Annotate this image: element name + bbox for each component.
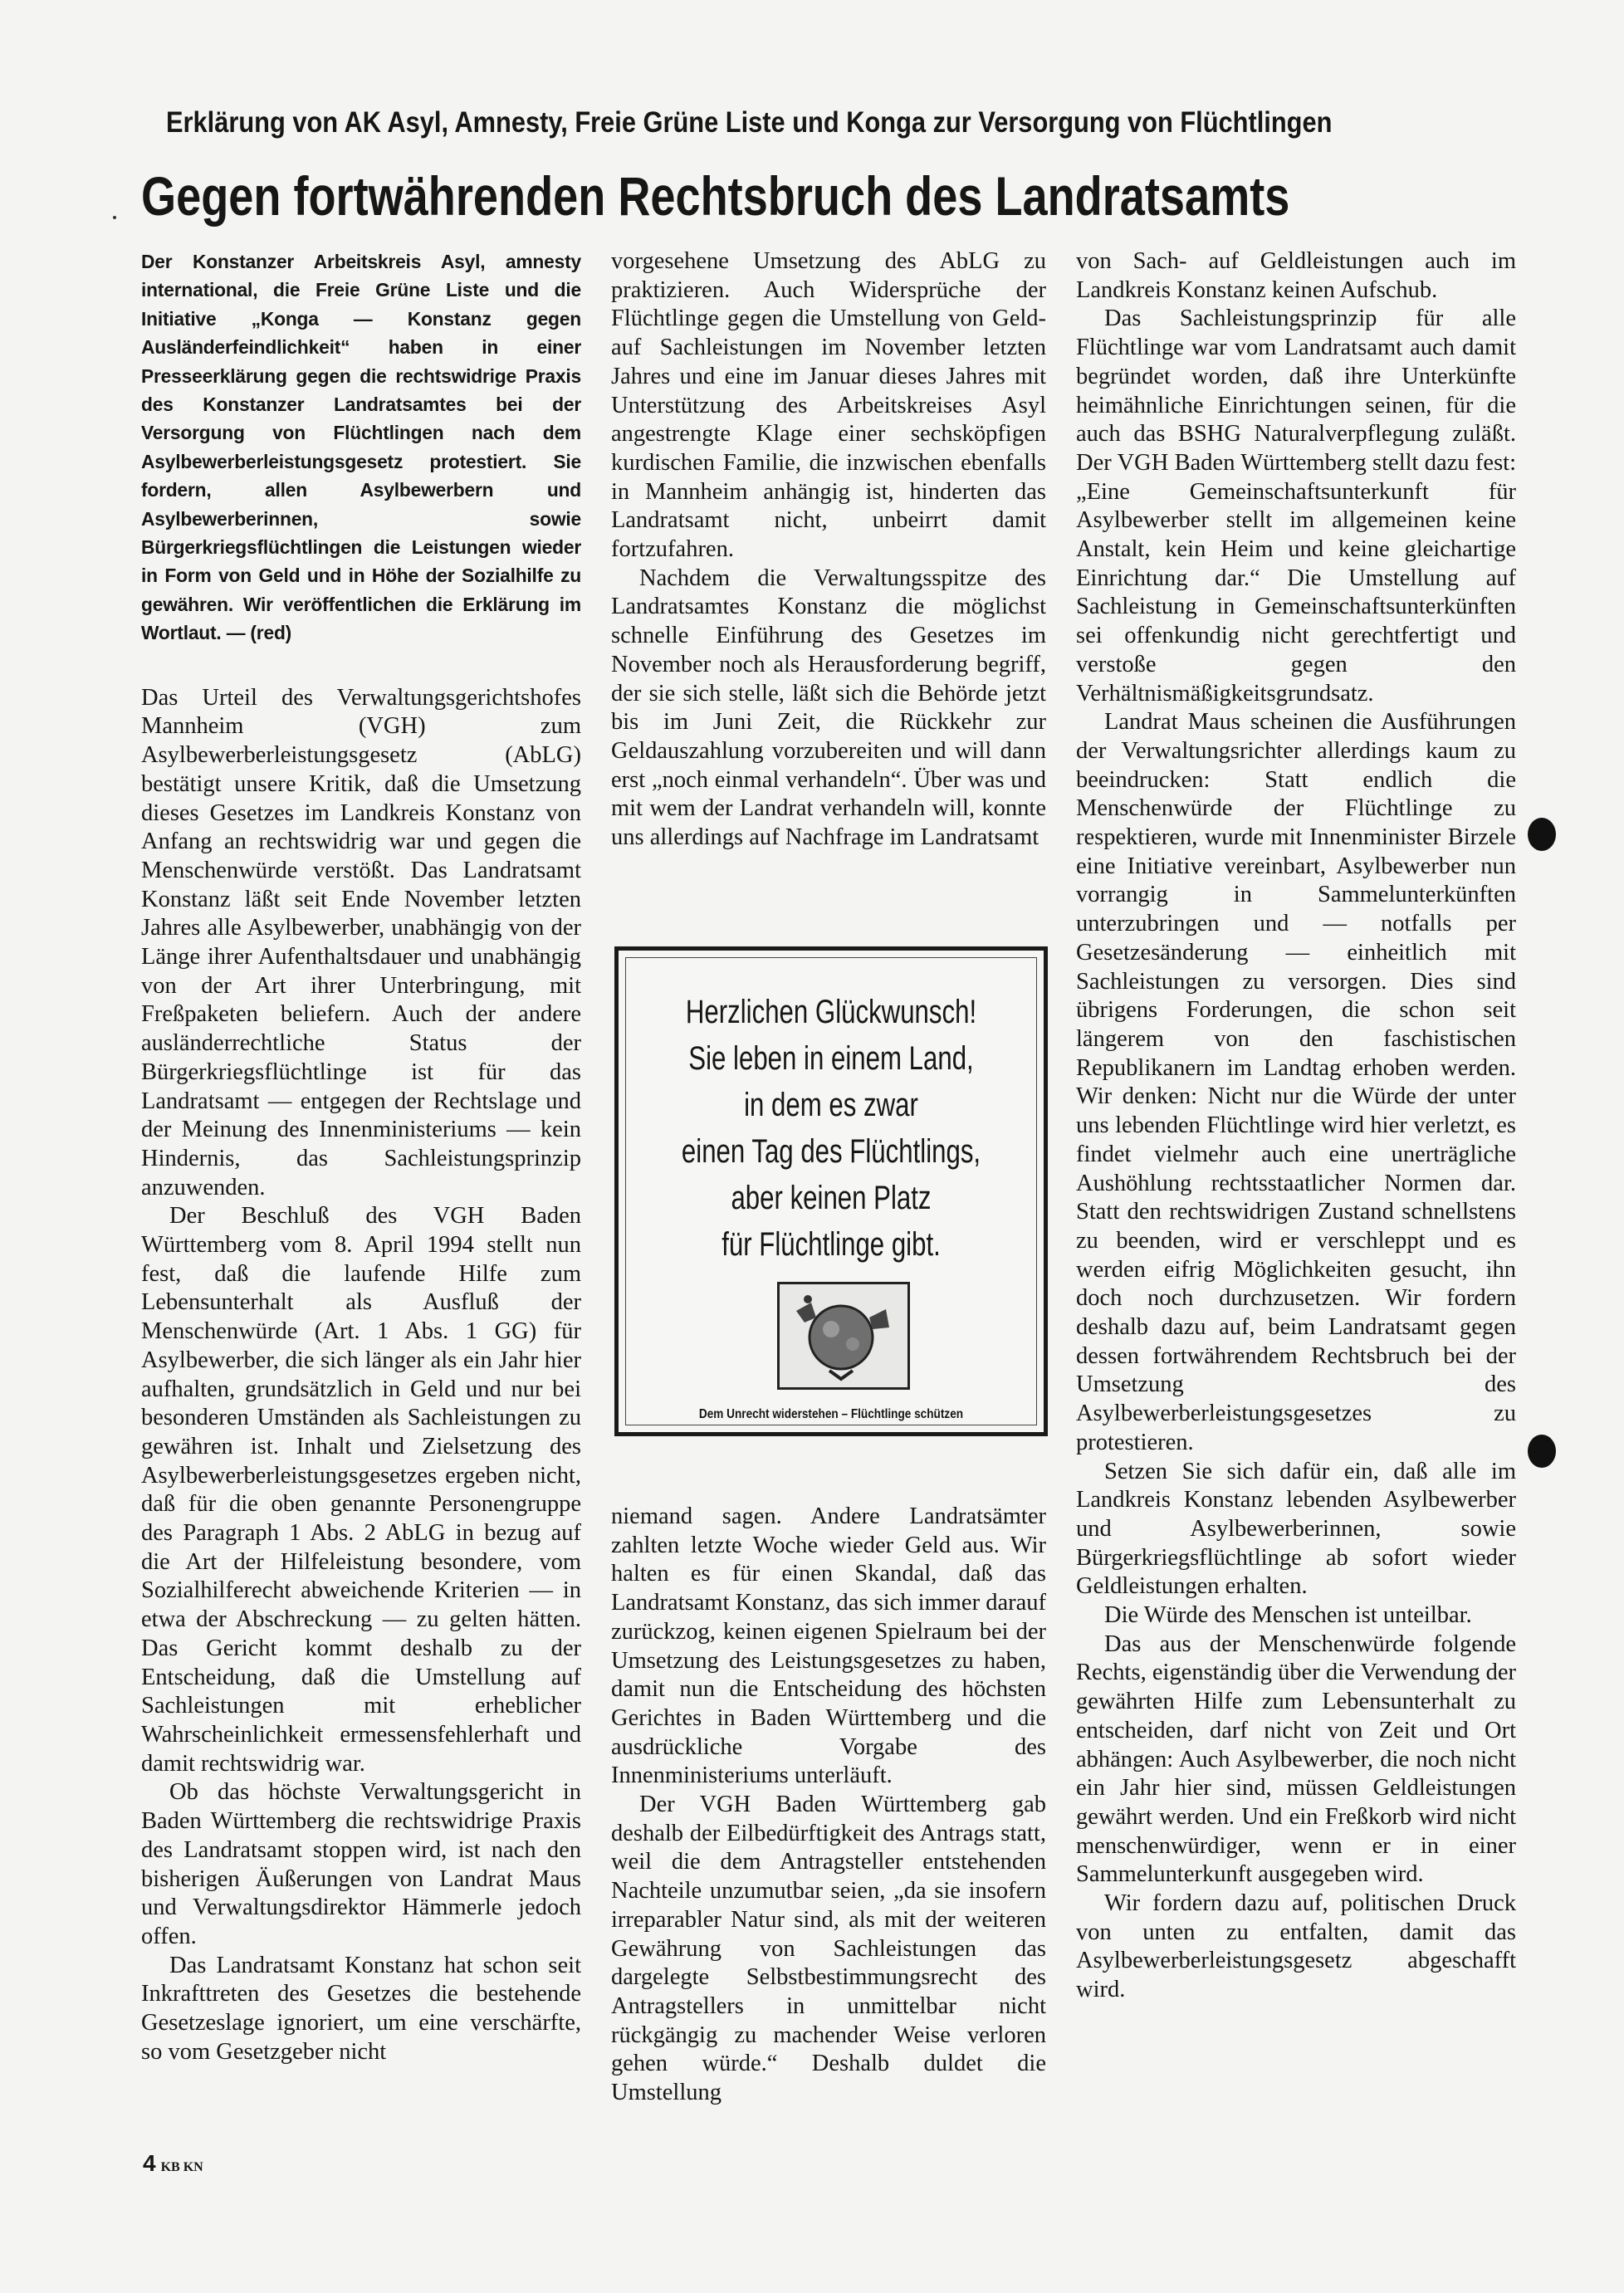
body-paragraph: Wir fordern dazu auf, politischen Druck von unten zu entfalten, damit das Asylbewerberleistungsgesetz abgeschafft wird. bbox=[1076, 1890, 1516, 2003]
article-headline: Gegen fortwährenden Rechtsbruch des Landratsamts bbox=[141, 165, 1290, 227]
body-paragraph: Das Sachleistungsprinzip für alle Flüchtlinge war vom Landratsamt auch damit begründet worden, daß ihre Unterkünfte heimähnliche Einrichtungen seinen, für die auch das BSHG Naturalverpflegung zuläßt. Der VGH Baden Württemberg stellt dazu fest: „Eine Gemeinschaftsunterkunft für Asylbewerber stellt im allgemeinen keine Anstalt, kein Heim und keine gleichartige Einrichtung dar.“ Die Umstellung auf Sachleistung in Gemeinschaftsunterkünften sei offenkundig nicht gerechtfertigt und verstoße gegen den Verhältnismäßigkeitsgrundsatz. bbox=[1076, 306, 1516, 706]
body-paragraph: Setzen Sie sich dafür ein, daß alle im Landkreis Konstanz lebenden Asylbewerber und Asylbewerberinnen, sowie Bürgerkriegsflüchtlinge ab sofort wieder Geldleistungen erhalten. bbox=[1076, 1458, 1516, 1600]
column-2-top bbox=[611, 247, 1046, 853]
body-paragraph: Ob das höchste Verwaltungsgericht in Baden Württemberg die rechtswidrige Praxis des Landratsamt stoppen wird, ist nach den bisherigen Äußerungen von Landrat Maus und Verwaltungsdirektor Hämmerle jedoch offen. bbox=[141, 1779, 581, 1949]
body-paragraph: Landrat Maus scheinen die Ausführungen der Verwaltungsrichter allerdings kaum zu beeindrucken: Statt endlich die Menschenwürde der Flüchtlinge zu respektieren, wurde mit Innenminister Birzele eine Initiative vereinbart, Asylbewerber nun vorrangig in Sammelunterkünften unterzubringen und — notfalls per Gesetzesänderung — einheitlich mit Sachleistungen zu versorgen. Dies sind übrigens Forderungen, die schon seit längerem von den faschistischen Republikanern im Landtag erhoben werden. Wir denken: Nicht nur die Würde der unter uns lebenden Flüchtlinge wird hier verletzt, es findet vielmehr auch eine unerträgliche Aushöhlung rechtsstaatlicher Normen dar. Statt den rechtswidrigen Zustand schnellstens zu beenden, wird er verschleppt und es werden eifrig Möglichkeiten gesucht, ihn doch noch durchzusetzen. Wir fordern deshalb dazu auf, beim Landratsamt gegen dessen fortwährendem Rechtsbruch bei der Umsetzung des Asylbewerberleistungsgesetzes zu protestieren. bbox=[1076, 709, 1516, 1455]
body-paragraph: Der Beschluß des VGH Baden Württemberg vom 8. April 1994 stellt nun fest, daß die laufende Hilfe zum Lebensunterhalt als Ausfluß der Menschenwürde (Art. 1 Abs. 1 GG) für Asylbewerber, die sich länger als ein Jahr hier aufhalten, grundsätzlich in Geld und nur bei besonderen Umständen als Sachleistungen zu gewähren ist. Inhalt und Zielsetzung des Asylbewerberleistungsgesetzes ergeben nicht, daß für die oben genannte Personengruppe des Paragraph 1 Abs. 2 AbLG in bezug auf die Art der Hilfeleistung besondere, vom Sozialhilferecht abweichende Kriterien — in etwa der Abschreckung — zu gelten hätten. Das Gericht kommt deshalb zu der Entscheidung, daß die Umstellung auf Sachleistungen mit erheblicher Wahrscheinlichkeit ermessensfehlerhaft und damit rechtswidrig war. bbox=[141, 1203, 581, 1777]
box-line: einen Tag des Flüchtlings, bbox=[681, 1133, 981, 1170]
column-1 bbox=[141, 247, 581, 2066]
body-paragraph: Die Würde des Menschen ist unteilbar. bbox=[1104, 1602, 1472, 1629]
box-line: aber keinen Platz bbox=[731, 1180, 932, 1216]
body-paragraph: Der VGH Baden Württemberg gab deshalb der Eilbedürftigkeit des Antrags statt, weil die dem Antragsteller entstehenden Nachteile unzumutbar seien, „da sie insofern irreparabler Natur sind, als mit der weiteren Gewährung von Sachleistungen das dargelegte Selbstbestimmungsrecht des Antragstellers in unmittelbar nicht rückgängig zu machender Weise verloren gehen würde.“ Deshalb duldet die Umstellung bbox=[611, 1792, 1046, 2106]
page-number: 4 bbox=[143, 2150, 156, 2176]
box-line: Herzlichen Glückwunsch! bbox=[685, 994, 977, 1030]
body-paragraph: von Sach- auf Geldleistungen auch im Landkreis Konstanz keinen Aufschub. bbox=[1076, 248, 1516, 303]
article-kicker: Erklärung von AK Asyl, Amnesty, Freie Grüne Liste und Konga zur Versorgung von Flüchtlingen bbox=[166, 106, 1333, 139]
body-paragraph: Das Landratsamt Konstanz hat schon seit Inkrafttreten des Gesetzes die bestehende Gesetzeslage ignoriert, um eine verschärfte, so vom Gesetzgeber nicht bbox=[141, 1952, 581, 2065]
punch-hole-icon bbox=[1528, 1435, 1556, 1468]
page-footer bbox=[143, 2150, 203, 2177]
box-caption: Dem Unrecht widerstehen – Flüchtlinge schützen bbox=[698, 1407, 964, 1421]
column-3 bbox=[1076, 247, 1516, 2005]
box-line: in dem es zwar bbox=[744, 1087, 918, 1123]
body-paragraph: vorgesehene Umsetzung des AbLG zu praktizieren. Auch Widersprüche der Flüchtlinge gegen die Umstellung von Geld- auf Sachleistungen im November letzten Jahres und eine im Januar dieses Jahres mit Unterstützung des Arbeitskreises Asyl angestrengte Klage einer sechsköpfigen kurdischen Familie, die inzwischen ebenfalls in Mannheim anhängig ist, hinderten das Landratsamt nicht, unbeirrt damit fortzufahren. bbox=[611, 248, 1046, 563]
punch-hole-icon bbox=[1528, 818, 1556, 851]
box-line: Sie leben in einem Land, bbox=[688, 1040, 974, 1077]
column-2-bottom bbox=[611, 1503, 1046, 2108]
publication-brand: KB KN bbox=[160, 2160, 203, 2174]
lead-paragraph: Der Konstanzer Arbeitskreis Asyl, amnesty international, die Freie Grüne Liste und die Initiative „Konga — Konstanz gegen Ausländerfeindlichkeit“ haben in einer Presseerklärung gegen die rechtswidrige Praxis des Konstanzer Landratsamtes bei der Versorgung von Flüchtlingen nach dem Asylbewerberleistungsgesetz protestiert. Sie fordern, allen Asylbewerbern und Asylbewerberinnen, sowie Bürgerkriegsflüchtlingen die Leistungen wieder in Form von Geld und in Höhe der Sozialhilfe zu gewähren. Wir veröffentlichen die Erklärung im Wortlaut. — (red) bbox=[141, 251, 581, 644]
scan-speck bbox=[113, 216, 116, 219]
box-line: für Flüchtlinge gibt. bbox=[722, 1226, 941, 1263]
body-paragraph: Nachdem die Verwaltungsspitze des Landratsamtes Konstanz die möglichst schnelle Einführung des Gesetzes im November noch als Herausforderung begriff, der sie sich stelle, läßt sich die Behörde jetzt bis im Juni Zeit, die Rückkehr zur Geldauszahlung vorzubereiten und will dann erst „noch einmal verhandeln“. Über was und mit wem der Landrat verhandeln will, konnte uns allerdings auf Nachfrage im Landratsamt bbox=[611, 565, 1046, 851]
body-paragraph: Das aus der Menschenwürde folgende Rechts, eigenständig über die Verwendung der gewährten Hilfe zum Lebensunterhalt zu entscheiden, darf nicht von Zeit und Ort abhängen: Auch Asylbewerber, die noch nicht ein Jahr hier sind, müssen Geldleistungen gewährt werden. Und ein Freßkorb wird nicht menschenwürdiger, wenn er in einer Sammelunterkunft ausgegeben wird. bbox=[1076, 1631, 1516, 1888]
congratulations-box bbox=[614, 946, 1048, 1436]
body-paragraph: Das Urteil des Verwaltungsgerichtshofes Mannheim (VGH) zum Asylbewerberleistungsgesetz (AbLG) bestätigt unsere Kritik, daß die Umsetzung dieses Gesetzes im Landkreis Konstanz von Anfang an rechtswidrig war und gegen die Menschenwürde verstößt. Das Landratsamt Konstanz läßt seit Ende November letzten Jahres alle Asylbewerber, unabhängig von der Länge ihrer Aufenthaltsdauer und unabhängig von der Art ihrer Unterbringung, mit Freßpaketen beliefern. Auch der andere ausländerrechtliche Status der Bürgerkriegsflüchtlinge ist für das Landratsamt — entgegen der Rechtslage und der Meinung des Innenministeriums — kein Hindernis, das Sachleistungsprinzip anzuwenden. bbox=[141, 684, 581, 1200]
box-inner-frame bbox=[625, 957, 1037, 1425]
refugee-emblem-icon bbox=[777, 1282, 910, 1390]
body-paragraph: niemand sagen. Andere Landratsämter zahlten letzte Woche wieder Geld aus. Wir halten es für einen Skandal, daß das Landratsamt Konstanz, das sich immer darauf zurückzog, keinen eigenen Spielraum bei der Umsetzung des Leistungsgesetzes zu haben, damit nun die Entscheidung des höchsten Gerichtes in Baden Württemberg und die ausdrückliche Vorgabe des Innenministeriums unterläuft. bbox=[611, 1503, 1046, 1789]
